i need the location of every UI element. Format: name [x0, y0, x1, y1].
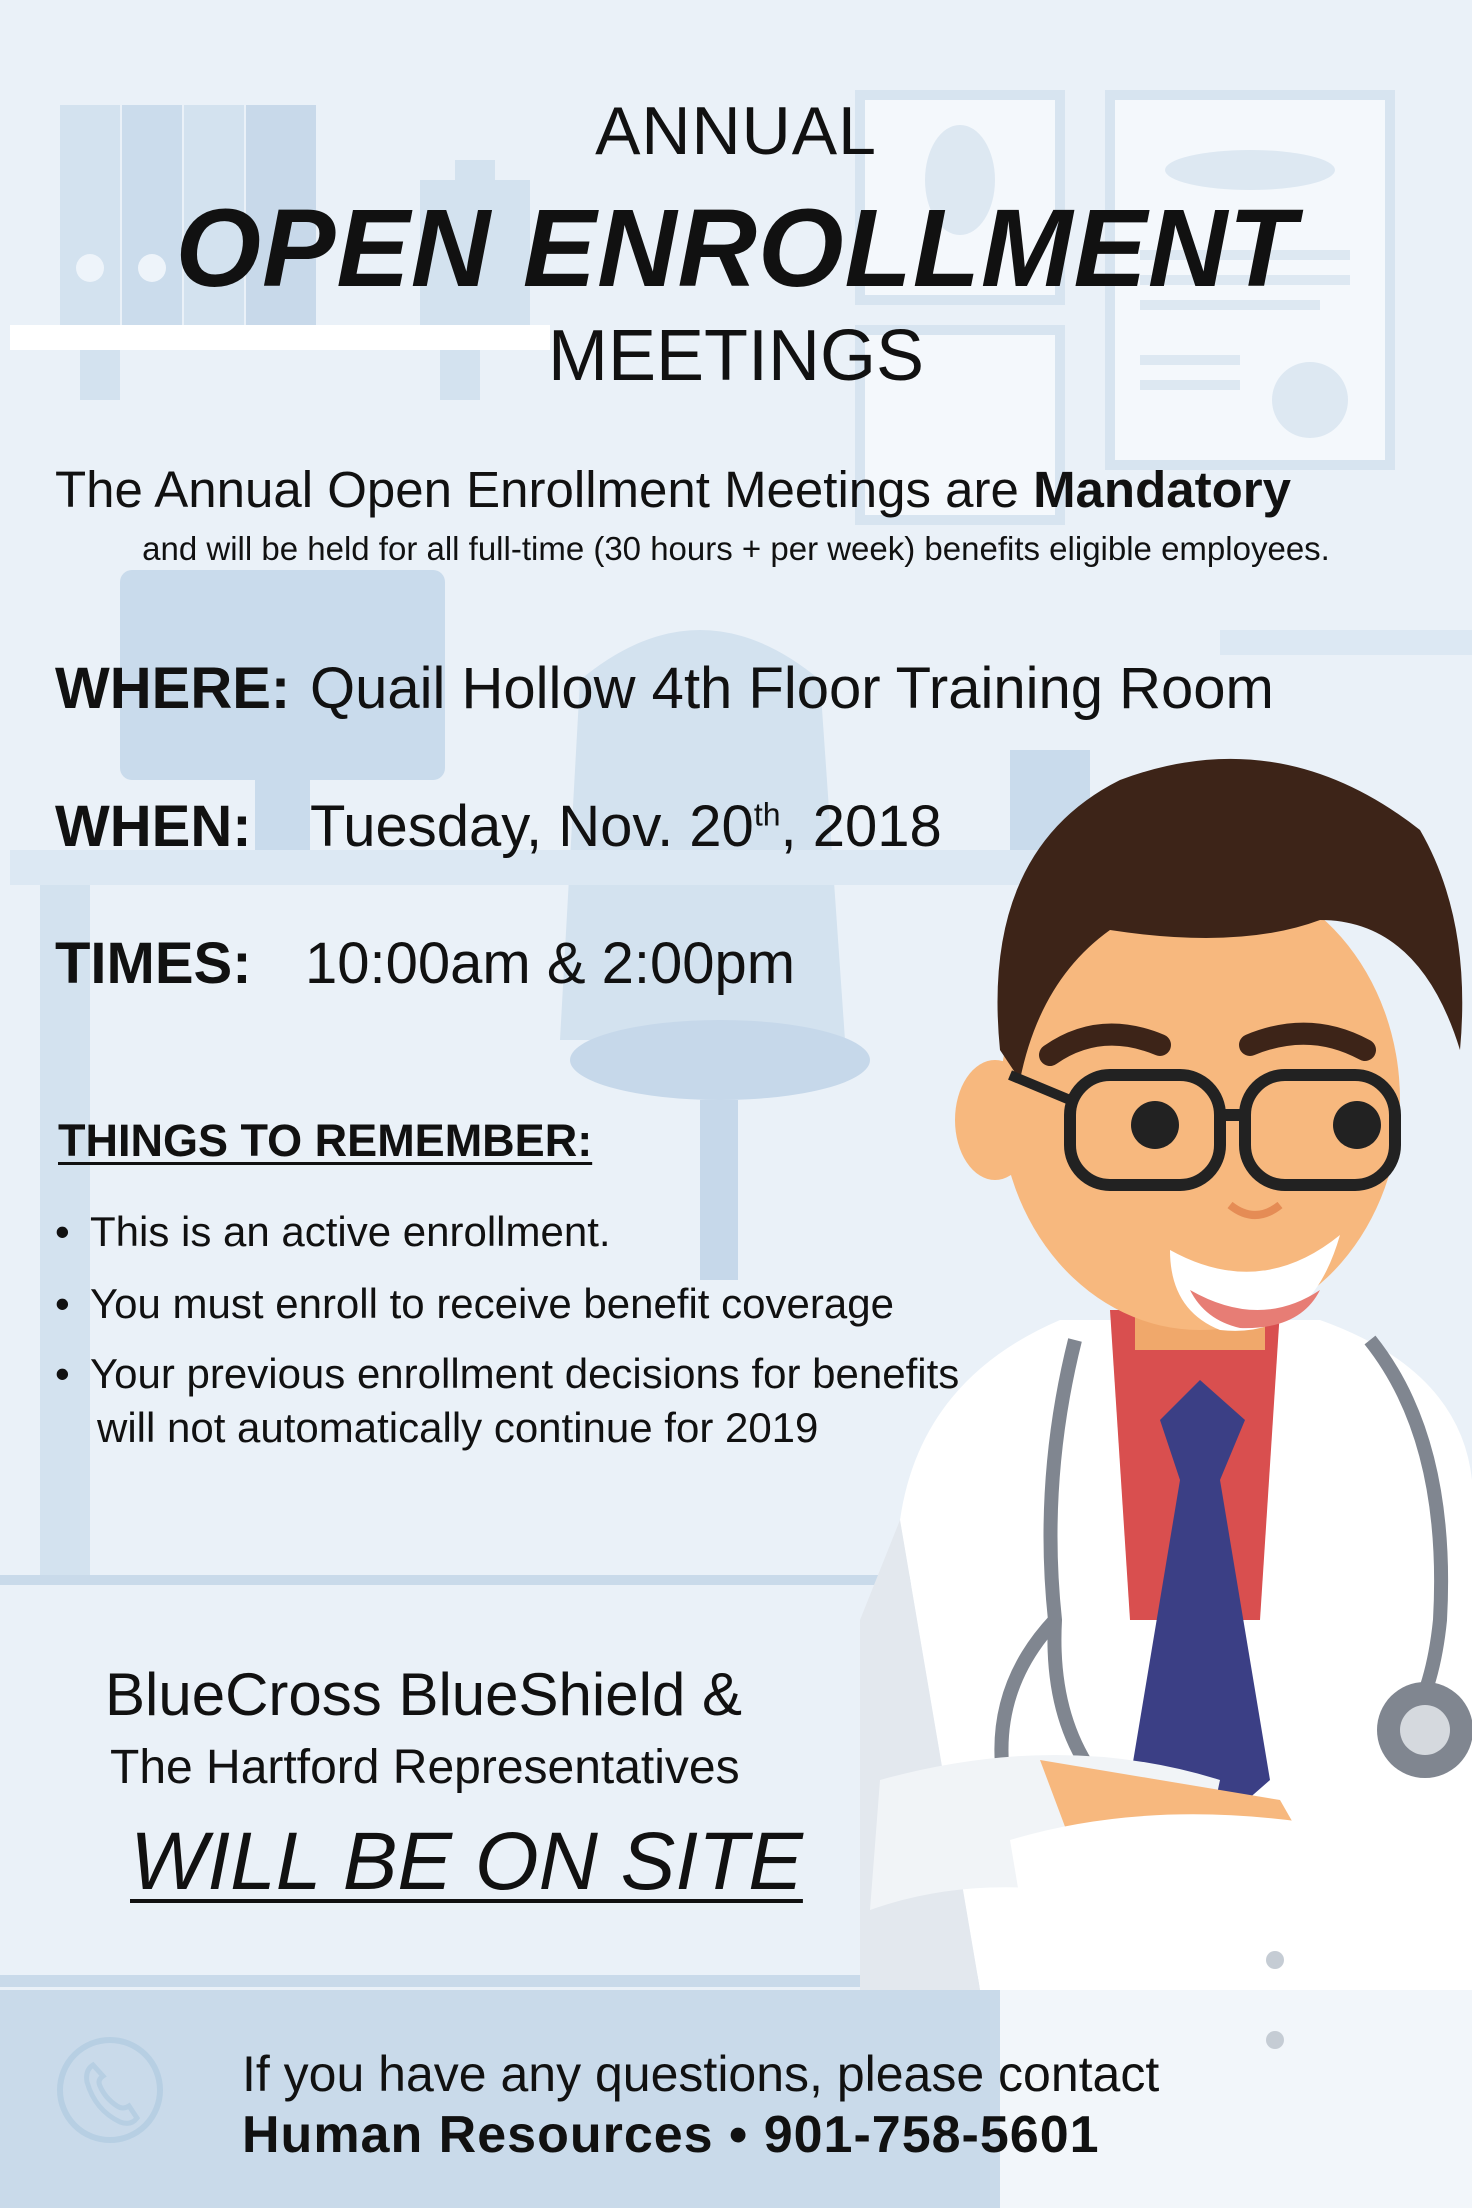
where-label: WHERE: — [55, 656, 291, 721]
doctor-illustration — [860, 720, 1472, 2208]
times-label: TIMES: — [55, 931, 252, 996]
times-value: 10:00am & 2:00pm — [305, 931, 796, 996]
representatives-line1: BlueCross BlueShield & — [105, 1661, 743, 1728]
list-item-continuation: will not automatically continue for 2019 — [97, 1404, 819, 1451]
where-value: Quail Hollow 4th Floor Training Room — [310, 656, 1274, 721]
when-label: WHEN: — [55, 794, 252, 859]
remember-heading: THINGS TO REMEMBER: — [58, 1115, 593, 1166]
phone-icon — [55, 2030, 165, 2150]
when-value — [310, 793, 942, 860]
title-open-enrollment: OPEN ENROLLMENT — [175, 187, 1297, 310]
contact-details: Human Resources • 901-758-5601 — [242, 2106, 1100, 2164]
intro-statement — [55, 460, 1291, 519]
when-date-ordinal: th — [753, 796, 781, 833]
when-year: , 2018 — [780, 794, 942, 859]
title-annual: ANNUAL — [595, 93, 877, 169]
representatives-line2: The Hartford Representatives — [110, 1741, 740, 1794]
list-item: • You must enroll to receive benefit coverage — [55, 1277, 894, 1331]
list-item: • This is an active enrollment. — [55, 1205, 611, 1259]
when-date: Tuesday, Nov. 20 — [310, 794, 754, 859]
title-meetings: MEETINGS — [547, 316, 925, 396]
bullet-icon: • — [55, 1280, 70, 1327]
contact-prompt: If you have any questions, please contact — [242, 2046, 1160, 2102]
times-row — [55, 930, 796, 997]
on-site-banner: WILL BE ON SITE — [130, 1816, 803, 1907]
intro-emphasis: Mandatory — [1033, 461, 1291, 518]
intro-subtext: and will be held for all full-time (30 hours + per week) benefits eligible employees. — [142, 530, 1330, 567]
list-item: • Your previous enrollment decisions for benefits — [55, 1347, 959, 1401]
bullet-icon: • — [55, 1208, 70, 1255]
bullet-icon: • — [55, 1350, 70, 1397]
where-row — [55, 655, 1274, 722]
when-row — [55, 793, 942, 860]
intro-text: The Annual Open Enrollment Meetings are — [55, 461, 1019, 518]
